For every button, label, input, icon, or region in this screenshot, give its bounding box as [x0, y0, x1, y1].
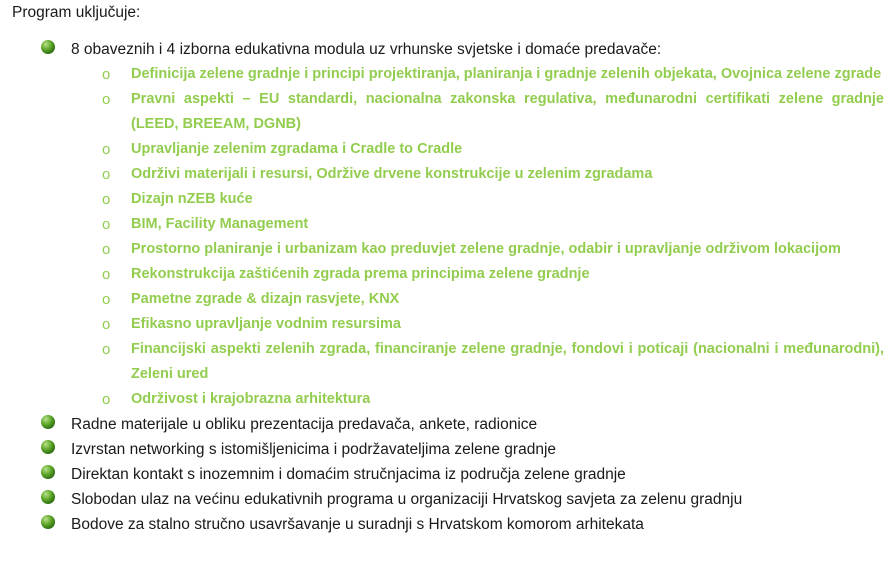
program-list [0, 37, 894, 537]
hollow-circle-bullet-icon: o [102, 141, 111, 158]
module-text: Financijski aspekti zelenih zgrada, financiranje zelene gradnje, fondovi i poticaji (nacionalni i međunarodni), Zeleni ured [131, 341, 884, 382]
hollow-circle-bullet-icon: o [102, 191, 111, 208]
list-item [0, 37, 894, 62]
module-item [0, 62, 894, 87]
hollow-circle-bullet-icon: o [102, 91, 111, 108]
module-item [0, 387, 894, 412]
module-text: Prostorno planiranje i urbanizam kao preduvjet zelene gradnje, odabir i upravljanje održivom lokacijom [131, 241, 841, 257]
module-text: Definicija zelene gradnje i principi projektiranja, planiranja i gradnje zelenih objekata, Ovojnica zelene zgrade [131, 66, 882, 82]
hollow-circle-bullet-icon: o [102, 216, 111, 233]
list-item [0, 412, 894, 437]
green-sphere-bullet-icon [41, 465, 55, 479]
module-item [0, 262, 894, 287]
module-text: Dizajn nZEB kuće [131, 191, 253, 207]
hollow-circle-bullet-icon: o [102, 166, 111, 183]
green-sphere-bullet-icon [41, 490, 55, 504]
green-sphere-bullet-icon [41, 440, 55, 454]
module-text: Održivi materijali i resursi, Održive drvene konstrukcije u zelenim zgradama [131, 166, 653, 182]
list-item-text: Izvrstan networking s istomišljenicima i podržavateljima zelene gradnje [71, 441, 557, 458]
module-text: Rekonstrukcija zaštićenih zgrada prema principima zelene gradnje [131, 266, 590, 282]
module-list [0, 62, 894, 412]
module-item [0, 137, 894, 162]
module-text: Efikasno upravljanje vodnim resursima [131, 316, 401, 332]
list-item-text: Radne materijale u obliku prezentacija predavača, ankete, radionice [71, 416, 538, 433]
hollow-circle-bullet-icon: o [102, 316, 111, 333]
hollow-circle-bullet-icon: o [102, 341, 111, 358]
list-item [0, 512, 894, 537]
module-item [0, 237, 894, 262]
list-item [0, 437, 894, 462]
module-item [0, 287, 894, 312]
hollow-circle-bullet-icon: o [102, 391, 111, 408]
list-item-text: Slobodan ulaz na većinu edukativnih programa u organizaciji Hrvatskog savjeta za zelenu gradnju [71, 491, 743, 508]
module-text: Pametne zgrade & dizajn rasvjete, KNX [131, 291, 400, 307]
list-item-text: Direktan kontakt s inozemnim i domaćim stručnjacima iz područja zelene gradnje [71, 466, 626, 483]
hollow-circle-bullet-icon: o [102, 241, 111, 258]
module-text: BIM, Facility Management [131, 216, 309, 232]
module-text: Upravljanje zelenim zgradama i Cradle to Cradle [131, 141, 463, 157]
list-item-text: 8 obaveznih i 4 izborna edukativna modula uz vrhunske svjetske i domaće predavače: [71, 41, 662, 58]
green-sphere-bullet-icon [41, 40, 55, 54]
module-item [0, 162, 894, 187]
module-item [0, 187, 894, 212]
green-sphere-bullet-icon [41, 515, 55, 529]
list-item [0, 487, 894, 512]
program-title: Program uključuje: [12, 4, 141, 21]
module-text: Pravni aspekti – EU standardi, nacionalna zakonska regulativa, međunarodni certifikati zelene gradnje (LEED, BREEAM, DGNB) [131, 91, 884, 132]
module-item [0, 212, 894, 237]
module-item [0, 87, 894, 137]
module-item [0, 337, 894, 387]
list-item [0, 462, 894, 487]
hollow-circle-bullet-icon: o [102, 291, 111, 308]
hollow-circle-bullet-icon: o [102, 266, 111, 283]
list-item-text: Bodove za stalno stručno usavršavanje u suradnji s Hrvatskom komorom arhitekata [71, 516, 644, 533]
hollow-circle-bullet-icon: o [102, 66, 111, 83]
module-item [0, 312, 894, 337]
green-sphere-bullet-icon [41, 415, 55, 429]
module-text: Održivost i krajobrazna arhitektura [131, 391, 371, 407]
